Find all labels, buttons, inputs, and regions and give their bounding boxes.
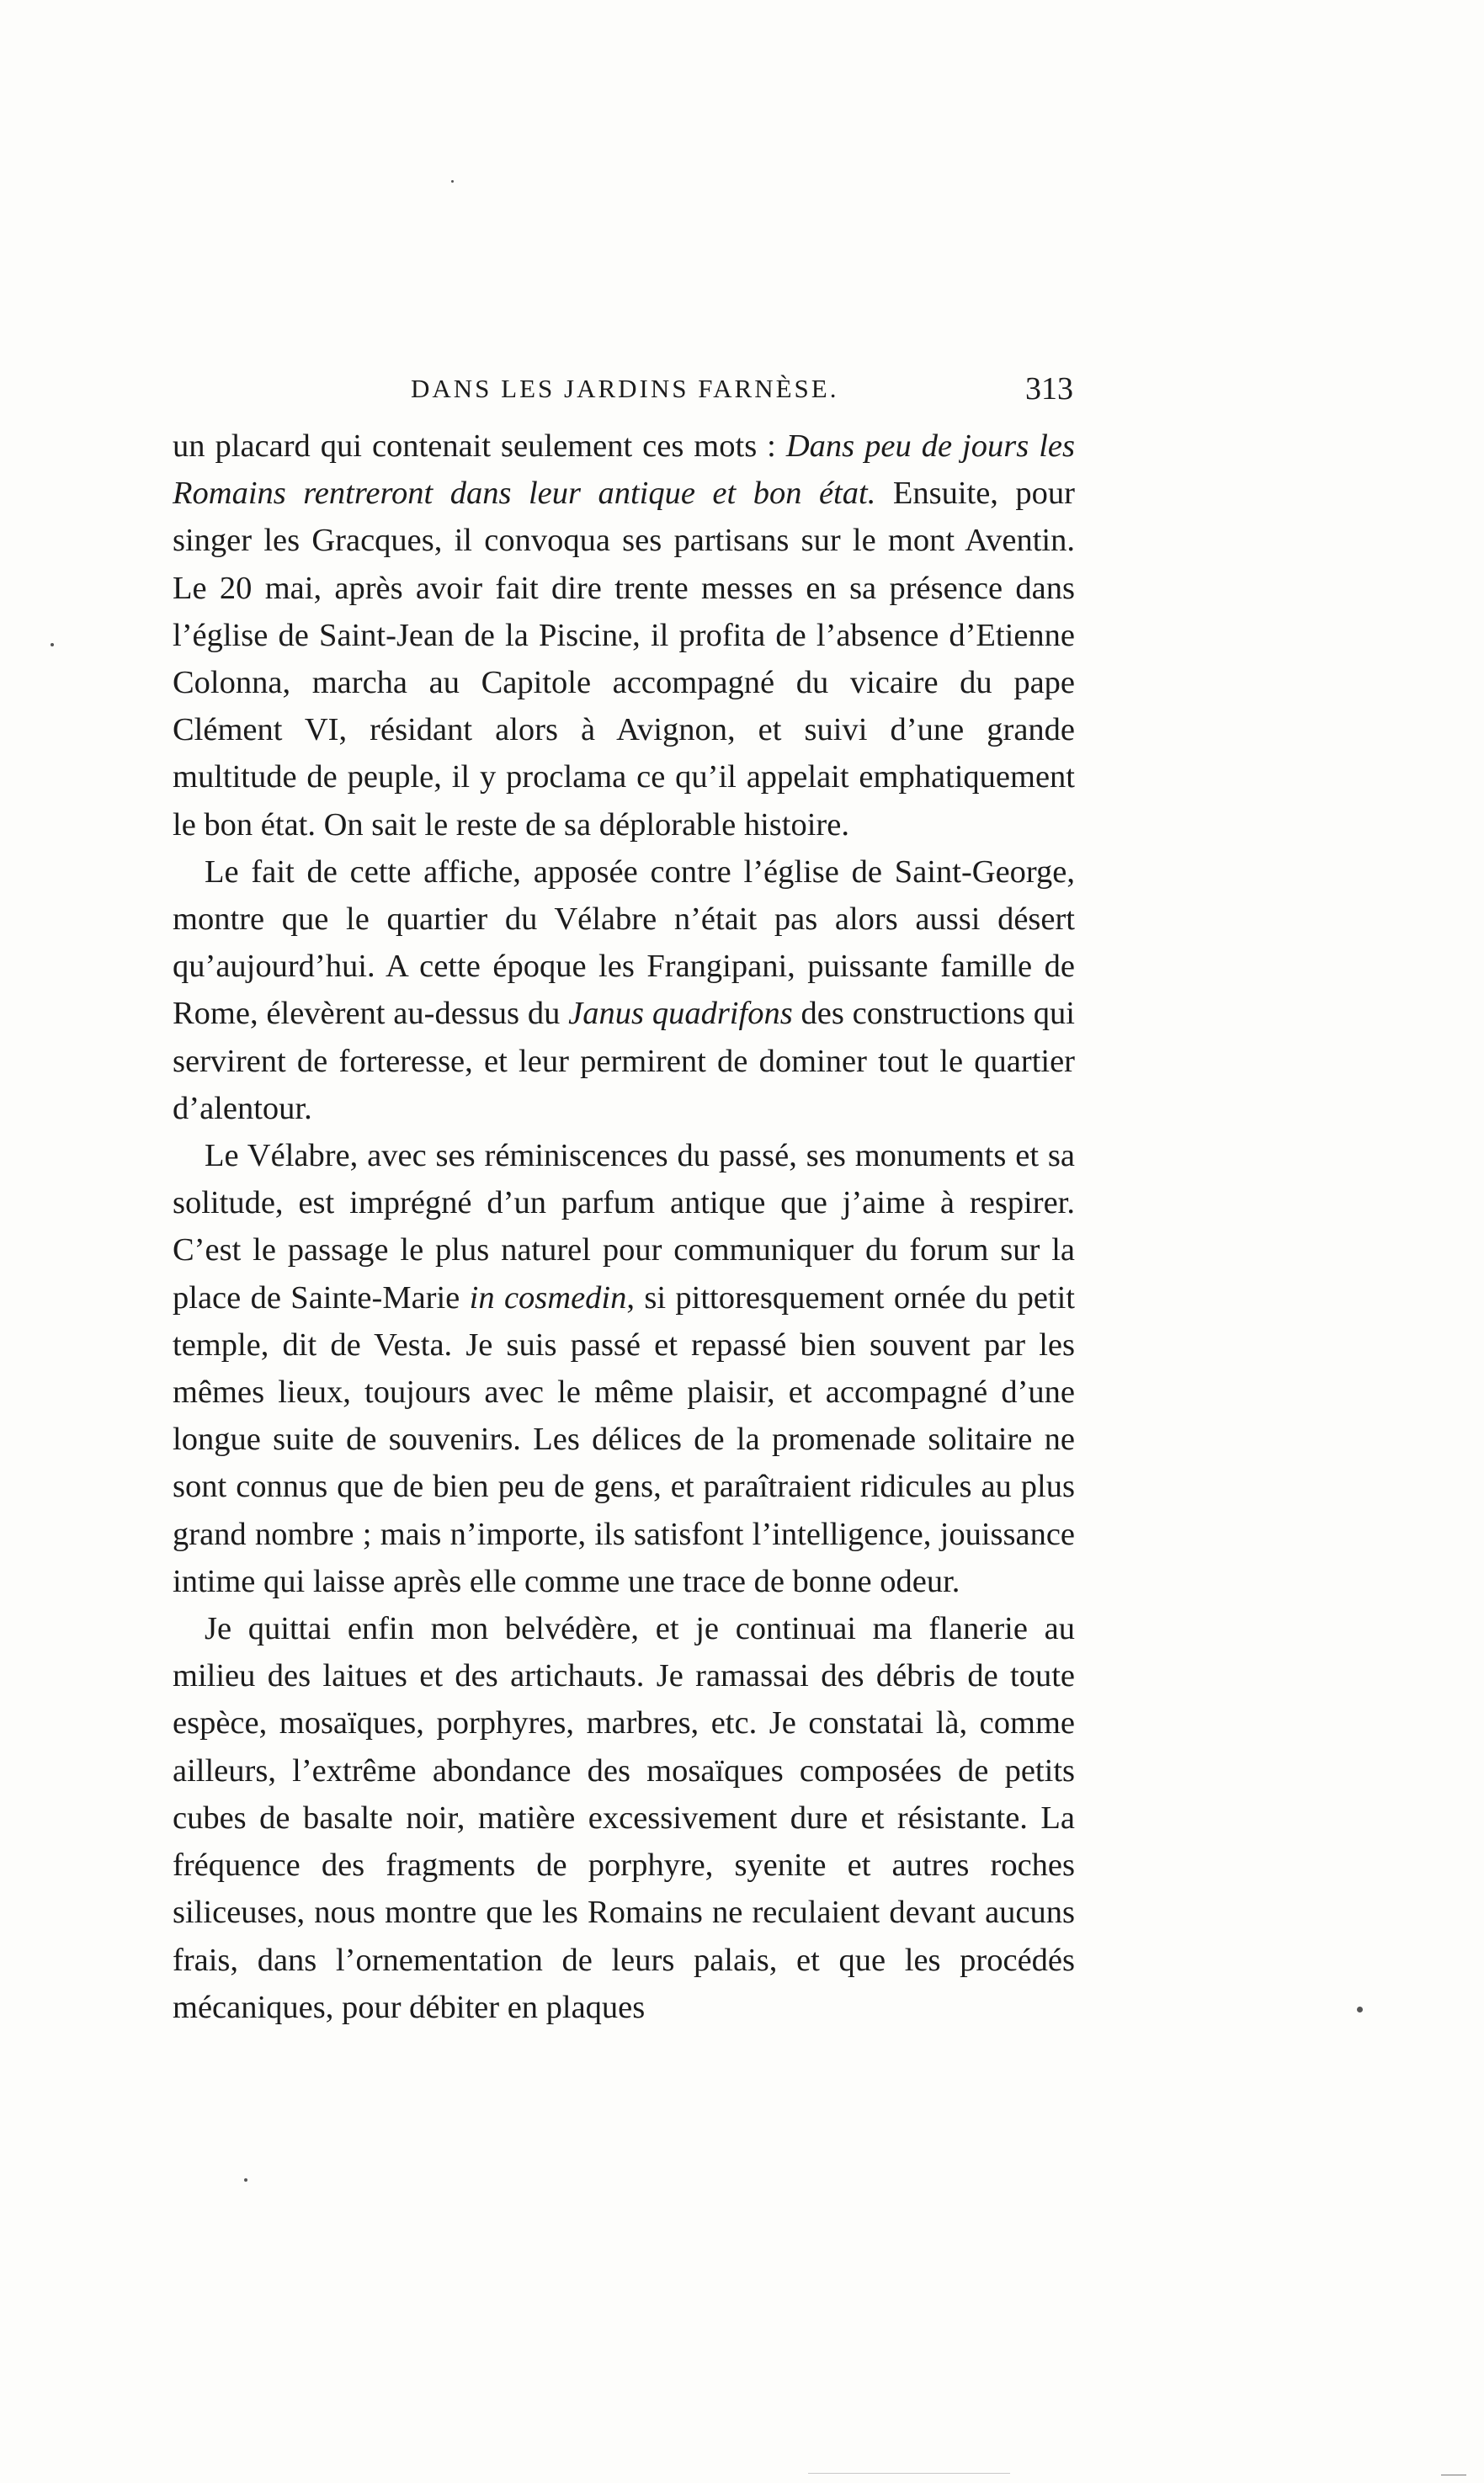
page-number: 313 xyxy=(1025,371,1073,407)
paragraph-2 xyxy=(173,848,1075,1132)
page-header xyxy=(173,370,1073,421)
scan-speck xyxy=(51,643,54,646)
paragraph-1 xyxy=(173,423,1075,848)
scan-speck xyxy=(451,180,454,183)
text-segment: Le fait de cette affiche, apposée contre l’église de Saint-George, montre que le quartier du Vélabre n’était pas alors aussi désert qu’aujourd’hui. A cette époque les Frangipani, puissante famille de Rome, élevèrent au-dessus du xyxy=(173,853,1075,1032)
italic-segment: in cosmedin xyxy=(469,1279,627,1316)
paragraph-3 xyxy=(173,1132,1075,1605)
text-segment: un placard qui contenait seulement ces mots : xyxy=(173,428,786,464)
scan-speck xyxy=(1357,2007,1363,2012)
running-head: DANS LES JARDINS FARNÈSE. xyxy=(411,374,839,403)
text-segment: Ensuite, pour singer les Gracques, il convoqua ses partisans sur le mont Aventin. Le 20 mai, après avoir fait dire trente messes en sa présence dans l’église de Saint-Jean de la Piscine, il profita de l’absence d’Etienne Colonna, marcha au Capitole accompagné du vicaire du pape Clément VI, résidant alors à Avignon, et suivi d’une grande multitude de peuple, il y proclama ce qu’il appelait emphatiquement le bon état. On sait le reste de sa déplorable histoire. xyxy=(173,476,1075,843)
scan-edge-line xyxy=(808,2473,1010,2474)
italic-segment: Janus quadrifons xyxy=(568,996,793,1032)
paragraph-4 xyxy=(173,1605,1075,2031)
italic-segment: Dans peu de jours les Romains rentreront dans leur antique et bon état. xyxy=(173,428,1075,512)
text-segment: Le Vélabre, avec ses réminiscences du passé, ses monuments et sa solitude, est imprégné d’un parfum antique que j’aime à respirer. C’est le passage le plus naturel pour communiquer du forum sur la place de Sainte-Marie xyxy=(173,1138,1075,1316)
scan-speck xyxy=(244,2178,247,2182)
text-segment: Je quittai enfin mon belvédère, et je continuai ma flanerie au milieu des laitues et des artichauts. Je ramassai des débris de toute espèce, mosaïques, porphyres, marbres, etc. Je constatai là, comme ailleurs, l’extrême abondance des mosaïques composées de petits cubes de basalte noir, matière excessivement dure et résistante. La fréquence des fragments de porphyre, syenite et autres roches siliceuses, nous montre que les Romains ne reculaient devant aucuns frais, dans l’ornementation de leurs palais, et que les procédés mécaniques, pour débiter en plaques xyxy=(173,1611,1075,2025)
text-segment: , si pittoresquement ornée du petit temple, dit de Vesta. Je suis passé et repassé bien souvent par les mêmes lieux, toujours avec le même plaisir, et accompagné d’une longue suite de souvenirs. Les délices de la promenade solitaire ne sont connus que de bien peu de gens, et paraîtraient ridicules au plus grand nombre ; mais n’importe, ils satisfont l’intelligence, jouissance intime qui laisse après elle comme une trace de bonne odeur. xyxy=(173,1279,1076,1599)
text-segment: des constructions qui servirent de forteresse, et leur permirent de dominer tout le quartier d’alentour. xyxy=(173,996,1075,1126)
body-text xyxy=(173,423,1075,2031)
